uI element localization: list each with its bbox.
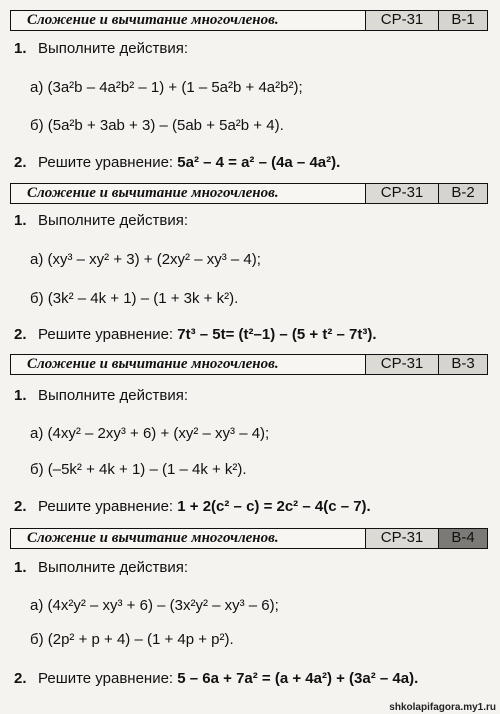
variant-header (10, 354, 488, 375)
task-2-equation: 5a² – 4 = a² – (4a – 4a²). (177, 154, 341, 171)
task-1-label: Выполните действия: (38, 387, 189, 404)
task-1-b: б) (3k² – 4k + 1) – (1 + 3k + k²). (30, 290, 239, 307)
task-2-line (14, 153, 340, 173)
task-1-line (14, 386, 188, 406)
header-title: Сложение и вычитание многочленов. (11, 184, 366, 203)
task-1-a: а) (4x²y² – xy³ + 6) – (3x²y² – xy³ – 6); (30, 597, 279, 614)
variant-header (10, 528, 488, 549)
task-1-line (14, 211, 188, 231)
task-1-label: Выполните действия: (38, 212, 189, 229)
header-variant: В-3 (439, 355, 487, 374)
task-1-a: а) (3a²b – 4a²b² – 1) + (1 – 5a²b + 4a²b²); (30, 79, 303, 96)
task-1-line (14, 39, 188, 59)
task-2-line (14, 325, 377, 345)
task-number: 2. (14, 326, 27, 343)
header-title: Сложение и вычитание многочленов. (11, 529, 366, 548)
task-1-label: Выполните действия: (38, 559, 189, 576)
header-code: СР-31 (366, 11, 439, 30)
task-number: 2. (14, 670, 27, 687)
variant-header (10, 183, 488, 204)
header-variant: В-4 (439, 529, 487, 548)
task-number: 1. (14, 559, 27, 576)
task-2-line (14, 497, 371, 517)
task-2-label: Решите уравнение: (38, 498, 174, 515)
header-variant: В-1 (439, 11, 487, 30)
variant-header (10, 10, 488, 31)
task-1-b: б) (–5k² + 4k + 1) – (1 – 4k + k²). (30, 461, 247, 478)
header-code: СР-31 (366, 529, 439, 548)
task-2-equation: 7t³ – 5t= (t²–1) – (5 + t² – 7t³). (177, 326, 377, 343)
task-number: 2. (14, 498, 27, 515)
task-2-line (14, 669, 418, 689)
task-1-label: Выполните действия: (38, 40, 189, 57)
watermark: shkolapifagora.my1.ru (389, 702, 496, 713)
task-number: 1. (14, 40, 27, 57)
task-number: 1. (14, 387, 27, 404)
task-1-a: а) (xy³ – xy² + 3) + (2xy² – xy³ – 4); (30, 251, 261, 268)
task-2-label: Решите уравнение: (38, 670, 174, 687)
task-2-equation: 1 + 2(c² – c) = 2c² – 4(c – 7). (177, 498, 371, 515)
task-1-b: б) (2p² + p + 4) – (1 + 4p + p²). (30, 631, 234, 648)
header-title: Сложение и вычитание многочленов. (11, 355, 366, 374)
header-variant: В-2 (439, 184, 487, 203)
task-1-b: б) (5a²b + 3ab + 3) – (5ab + 5a²b + 4). (30, 117, 284, 134)
task-2-label: Решите уравнение: (38, 154, 174, 171)
task-1-line (14, 558, 188, 578)
task-number: 2. (14, 154, 27, 171)
header-code: СР-31 (366, 355, 439, 374)
task-1-a: а) (4xy² – 2xy³ + 6) + (xy² – xy³ – 4); (30, 425, 270, 442)
task-2-label: Решите уравнение: (38, 326, 174, 343)
task-2-equation: 5 – 6a + 7a² = (a + 4a²) + (3a² – 4a). (177, 670, 419, 687)
header-title: Сложение и вычитание многочленов. (11, 11, 366, 30)
task-number: 1. (14, 212, 27, 229)
header-code: СР-31 (366, 184, 439, 203)
